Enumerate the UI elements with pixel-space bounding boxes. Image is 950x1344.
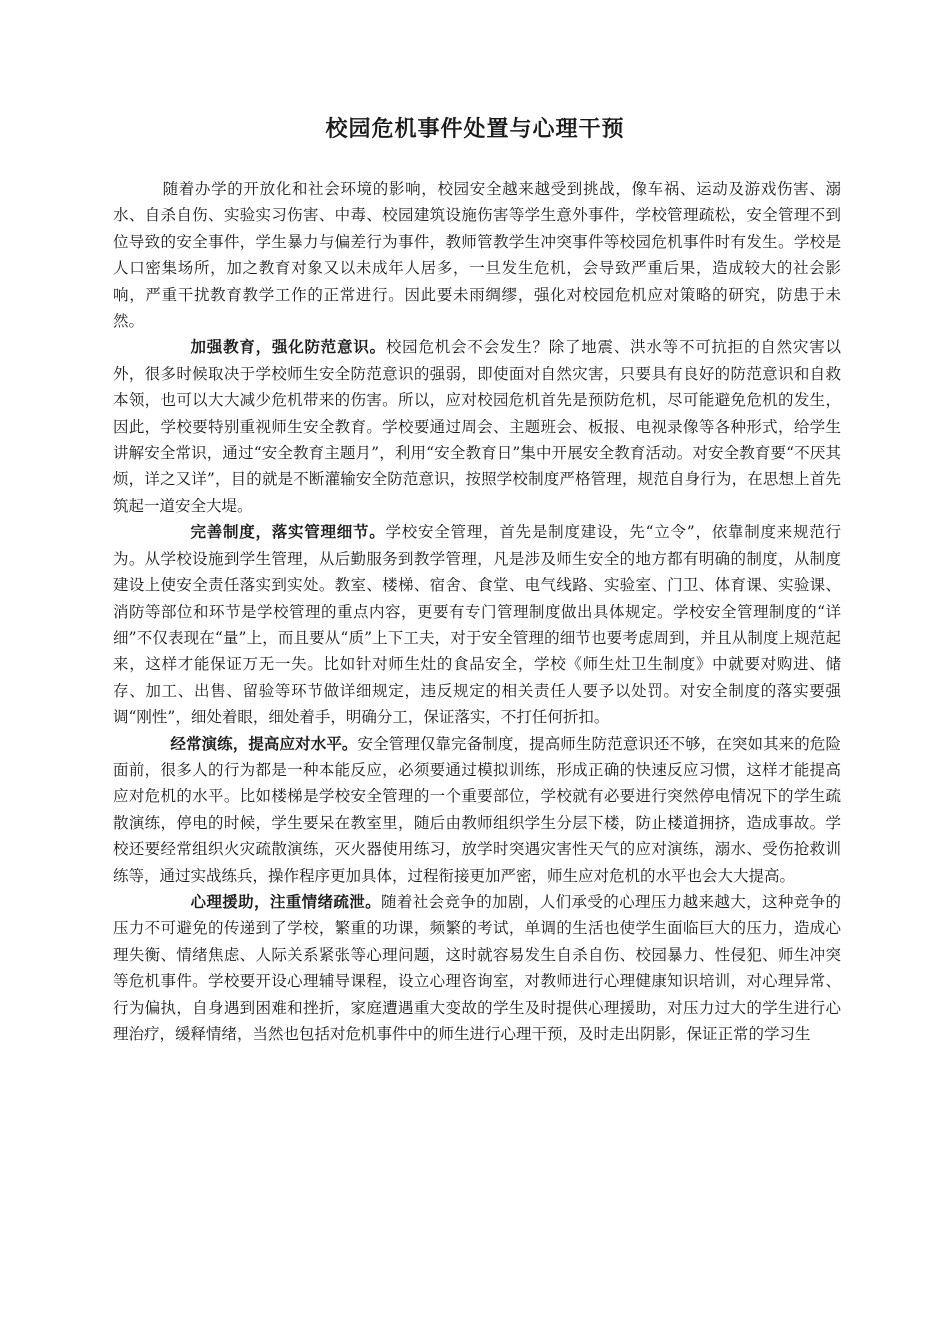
document-body xyxy=(113,176,841,1047)
section-text-system: 学校安全管理，首先是制度建设，先“立令”，依靠制度来规范行为。从学校设施到学生管理，从后勤服务到教学管理，凡是涉及师生安全的地方都有明确的制度，从制度建设上使安全责任落实到实处。教室、楼梯、宿舍、食堂、电气线路、实验室、门卫、体育课、实验课、消防等部位和环节是学校管理的重点内容，更要有专门管理制度做出具体规定。学校安全管理制度的“详细”不仅表现在“量”上，而且要从“质”上下工夫，对于安全管理的细节也要考虑周到，并且从制度上规范起来，这样才能保证万无一失。比如针对师生灶的食品安全，学校《师生灶卫生制度》中就要对购进、储存、加工、出售、留验等环节做详细规定，违反规定的相关责任人要予以处罚。对安全制度的落实要强调“刚性”，细处着眼，细处着手，明确分工，保证落实，不打任何折扣。 xyxy=(113,523,841,727)
section-paragraph-education xyxy=(113,334,841,519)
document-title: 校园危机事件处置与心理干预 xyxy=(325,117,625,142)
section-paragraph-drill xyxy=(113,731,841,889)
section-heading-system: 完善制度，落实管理细节。 xyxy=(190,523,386,542)
section-text-drill: 安全管理仅靠完备制度，提高师生防范意识还不够，在突如其来的危险面前，很多人的行为都是一种本能反应，必须要通过模拟训练，形成正确的快速反应习惯，这样才能提高应对危机的水平。比如楼梯是学校安全管理的一个重要部位，学校就有必要进行突然停电情况下的学生疏散演练，停电的时候，学生要呆在教室里，随后由教师组织学生分层下楼，防止楼道拥挤，造成事故。学校还要经常组织火灾疏散演练，灭火器使用练习，放学时突遇灾害性天气的应对演练，溺水、受伤抢救训练等，通过实战练兵，操作程序更加具体，过程衔接更加严密，师生应对危机的水平也会大大提高。 xyxy=(113,734,841,885)
section-paragraph-psychology xyxy=(113,889,841,1047)
section-paragraph-system xyxy=(113,519,841,730)
section-heading-psychology: 心理援助，注重情绪疏泄。 xyxy=(190,892,381,911)
intro-paragraph: 随着办学的开放化和社会环境的影响，校园安全越来越受到挑战，像车祸、运动及游戏伤害、溺水、自杀自伤、实验实习伤害、中毒、校园建筑设施伤害等学生意外事件，学校管理疏松，安全管理不到位导致的安全事件，学生暴力与偏差行为事件，教师管教学生冲突事件等校园危机事件时有发生。学校是人口密集场所，加之教育对象又以未成年人居多，一旦发生危机，会导致严重后果，造成较大的社会影响，严重干扰教育教学工作的正常进行。因此要未雨绸缪，强化对校园危机应对策略的研究，防患于未然。 xyxy=(113,180,841,331)
section-heading-drill: 经常演练，提高应对水平。 xyxy=(170,734,358,753)
section-heading-education: 加强教育，强化防范意识。 xyxy=(190,338,386,357)
section-text-education: 校园危机会不会发生？除了地震、洪水等不可抗拒的自然灾害以外，很多时候取决于学校师生安全防范意识的强弱，即使面对自然灾害，只要具有良好的防范意识和自救本领，也可以大大减少危机带来的伤害。所以，应对校园危机首先是预防危机，尽可能避免危机的发生，因此，学校要特别重视师生安全教育。学校要通过周会、主题班会、板报、电视录像等各种形式，给学生讲解安全常识，通过“安全教育主题月”，利用“安全教育日”集中开展安全教育活动。对安全教育要“不厌其烦，详之又详”，目的就是不断灌输安全防范意识，按照学校制度严格管理，规范自身行为，在思想上首先筑起一道安全大堤。 xyxy=(113,338,841,515)
section-text-psychology: 随着社会竞争的加剧，人们承受的心理压力越来越大，这种竞争的压力不可避免的传递到了学校，繁重的功课，频繁的考试，单调的生活也使学生面临巨大的压力，造成心理失衡、情绪焦虑、人际关系紧张等心理问题，这时就容易发生自杀自伤、校园暴力、性侵犯、师生冲突等危机事件。学校要开设心理辅导课程，设立心理咨询室，对教师进行心理健康知识培训，对心理异常、行为偏执，自身遇到困难和挫折，家庭遭遇重大变故的学生及时提供心理援助，对压力过大的学生进行心理治疗，缓释情绪，当然也包括对危机事件中的师生进行心理干预，及时走出阴影，保证正常的学习生 xyxy=(113,892,841,1043)
